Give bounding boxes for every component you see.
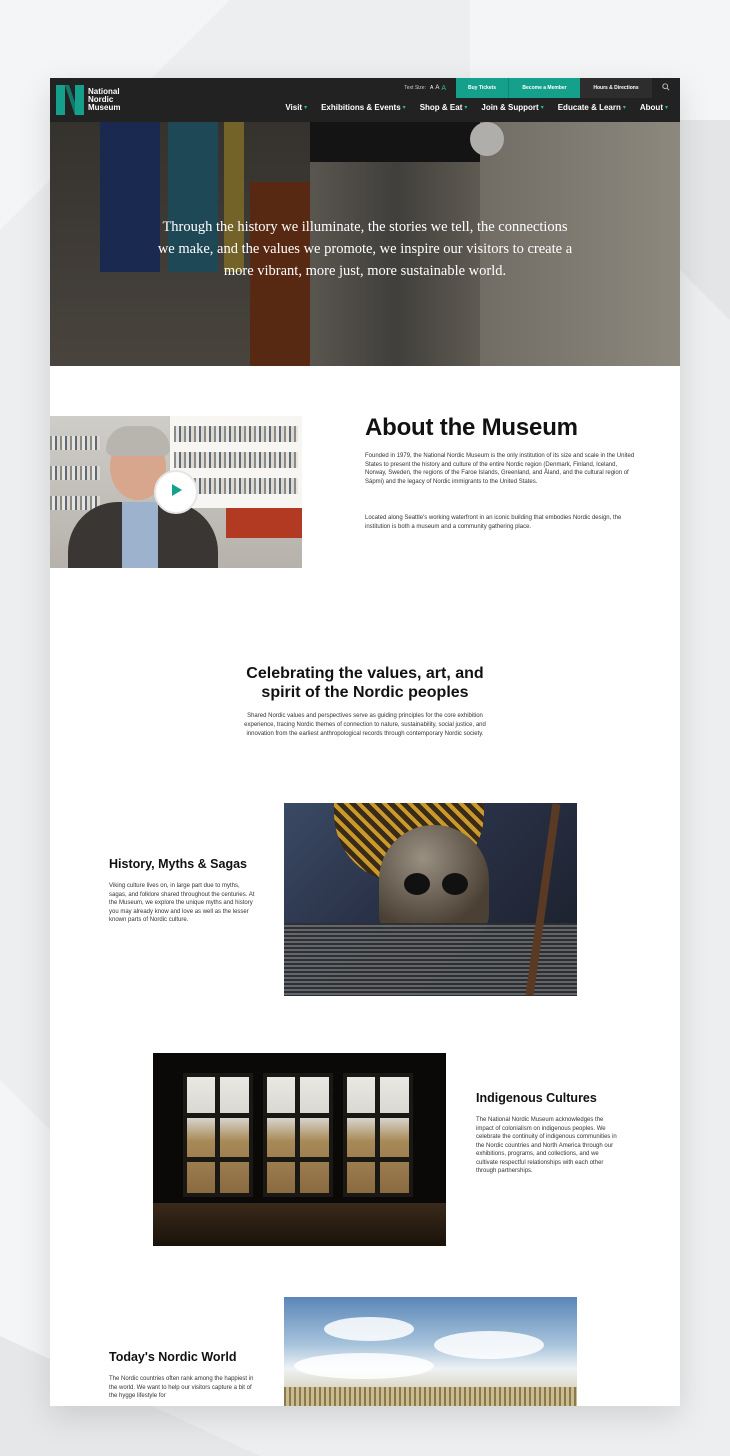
nordic-sky-image [284,1297,577,1406]
nav-item-join-support[interactable] [481,103,543,112]
feature-title: Today's Nordic World [109,1350,237,1364]
text-size-small-button[interactable]: A [429,85,434,91]
play-video-button[interactable] [154,470,198,514]
search-button[interactable] [652,78,680,98]
nav-item-label: Shop & Eat [419,103,463,112]
helmet [379,825,489,935]
window-pane [263,1073,333,1197]
celebrate-heading [210,664,520,702]
utility-bar [394,78,680,98]
feature-title: Indigenous Cultures [476,1091,597,1105]
about-paragraph: Located along Seattle's working waterfront in an iconic building that embodies Nordic design, the institution is both a museum and a community gathering place. [365,515,622,530]
nav-item-educate-learn[interactable] [558,103,626,112]
books [174,426,298,442]
hours-directions-button[interactable]: Hours & Directions [580,78,652,98]
site-header [50,78,680,122]
logo-line: Museum [88,103,121,112]
become-member-button[interactable]: Become a Member [508,78,580,98]
chevron-down-icon: ▾ [540,105,544,111]
feature-text: The Nordic countries often rank among the happiest in the world. We want to help our visitors capture a bit of the hygge lifestyle for [109,1376,254,1399]
nav-item-exhibitions-events[interactable] [321,103,406,112]
speaker-hair [106,426,170,456]
celebrate-paragraph: Shared Nordic values and perspectives serve as guiding principles for the core exhibition experience, tracing Nordic themes of connection to nature, sustainability, social justice, and innovation from the earliest anthropological records through contemporary Nordic society. [244,713,486,737]
site-logo[interactable] [56,85,120,115]
celebrate-heading-line: Celebrating the values, art, and [246,665,484,682]
celebrate-heading-line: spirit of the Nordic peoples [261,684,469,701]
window-pane [343,1073,413,1197]
cloud [434,1331,544,1359]
hero-statement [150,216,580,282]
hero-line: we make, and the values we promote, we inspire our visitors to create a [157,241,573,257]
chevron-down-icon: ▾ [464,105,468,111]
logo-line: National [88,87,120,96]
books [50,436,100,450]
helmet-eye [442,873,468,895]
chevron-down-icon: ▾ [304,105,308,111]
search-icon [662,83,670,93]
logo-line: Nordic [88,95,114,104]
nav-item-shop-eat[interactable] [420,103,468,112]
helmet-eye [404,873,430,895]
grass [284,1387,577,1406]
nav-item-about[interactable] [640,103,668,112]
books [174,452,298,468]
window-pane [183,1073,253,1197]
about-heading: About the Museum [365,414,578,441]
nav-item-visit[interactable] [285,103,307,112]
feature-title: History, Myths & Sagas [109,857,248,871]
cloud [324,1317,414,1341]
chevron-down-icon: ▾ [664,105,668,111]
hero-line: Through the history we illuminate, the stories we tell, the connections [162,219,568,235]
text-size-large-button[interactable]: A [441,84,446,92]
about-video-thumbnail[interactable] [50,416,302,568]
buy-tickets-button[interactable]: Buy Tickets [456,78,508,98]
logo-mark-icon [56,85,84,115]
cloud [294,1353,434,1379]
hero-image [50,122,680,366]
text-size-control [394,78,456,98]
about-paragraph: Founded in 1979, the National Nordic Museum is the only institution of its size and scale in the United States to present the history and culture of the entire Nordic region (Denmark, Finland, Iceland, Norway, Sweden, the regions of the Faroe Islands, Greenland, and Åland, and the cultural region of Sápmi) and the legacy of Nordic immigrants to the United States. [365,453,635,485]
feature-text: The National Nordic Museum acknowledges the impact of colonialism on indigenous peoples. We celebrate the continuity of indigenous communities in the Nordic countries and North America through our exhibitions, programs, and collections, and we cultivate respectful relationships with each other through partnerships. [476,1117,617,1174]
viking-helmet-image [284,803,577,996]
text-size-medium-button[interactable]: A [435,85,440,91]
play-icon [169,483,183,502]
books [50,466,100,480]
window-sill [153,1203,446,1246]
nav-item-label: Exhibitions & Events [321,103,401,112]
text-size-label: Text Size: [404,85,426,91]
nav-item-label: About [639,103,663,112]
nav-item-label: Visit [285,103,303,112]
chevron-down-icon: ▾ [402,105,406,111]
web-page [50,78,680,1406]
nav-item-label: Join & Support [481,103,539,112]
hero-line: more vibrant, more just, more sustainable world. [223,263,507,279]
nav-item-label: Educate & Learn [557,103,621,112]
logo-text [88,88,120,112]
chevron-down-icon: ▾ [622,105,626,111]
window-landscape-image [153,1053,446,1246]
speaker-shirt [122,502,158,568]
main-navigation [271,103,668,112]
red-table [226,508,302,538]
feature-text: Viking culture lives on, in large part due to myths, sagas, and folklore shared throughout the centuries. At the Museum, we explore the unique myths and history you may already know and love as well as the lesser known parts of Nordic culture. [109,883,255,923]
